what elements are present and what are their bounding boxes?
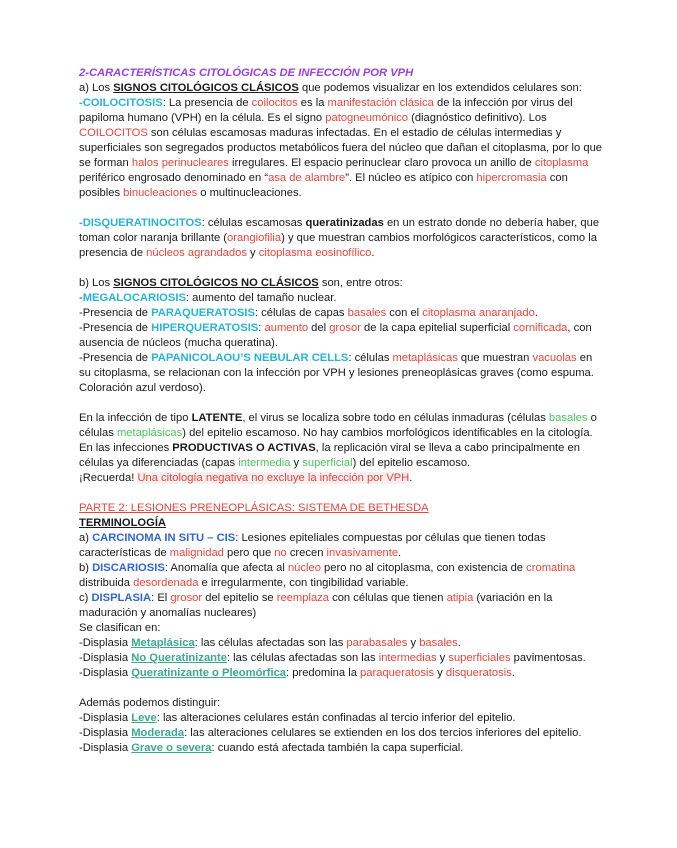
- productivas-paragraph: En las infecciones PRODUCTIVAS O ACTIVAS, la replicación viral se lleva a cabo principalmente en células ya diferenciadas (capas intermedia y superficial) del epitelio escamoso.: [79, 442, 580, 469]
- displasia-leve-item: -Displasia Leve: las alteraciones celulares están confinadas al tercio inferior del epitelio.: [79, 712, 516, 724]
- displasia-metaplasica-item: -Displasia Metaplásica: las células afectadas son las parabasales y basales.: [79, 637, 461, 649]
- displasia-paragraph: c) DISPLASIA: El grosor del epitelio se reemplaza con células que tienen atipia (variación en la maduración y anomalías nucleares): [79, 592, 553, 619]
- megalocariosis-item: -MEGALOCARIOSIS: aumento del tamaño nuclear.: [79, 292, 337, 304]
- recuerda-note: ¡Recuerda! Una citología negativa no excluye la infección por VPH.: [79, 472, 413, 484]
- intro-paragraph: a) Los SIGNOS CITOLÓGICOS CLÁSICOS que podemos visualizar en los extendidos celulares son:: [79, 82, 582, 94]
- section-title: 2-CARACTERÍSTICAS CITOLÓGICAS DE INFECCIÓN POR VPH: [79, 67, 414, 79]
- papanicolaou-item: -Presencia de PAPANICOLAOU’S NEBULAR CELLS: células metaplásicas que muestran vacuolas en su citoplasma, se relacionan con la infección por VPH y lesiones preneoplásicas graves (como espuma. Coloración azul verdoso).: [79, 352, 594, 394]
- paraqueratosis-item: -Presencia de PARAQUERATOSIS: células de capas basales con el citoplasma anaranjado.: [79, 307, 538, 319]
- ademas-line: Además podemos distinguir:: [79, 697, 221, 709]
- disqueratinocitos-paragraph: -DISQUERATINOCITOS: células escamosas queratinizadas en un estrato donde no debería haber, que toman color naranja brillante (orangiofilia) y que muestran cambios morfológicos característicos, como la presencia de núcleos agrandados y citoplasma eosinofílico.: [79, 217, 600, 259]
- non-classic-intro: b) Los SIGNOS CITOLÓGICOS NO CLÁSICOS son, entre otros:: [79, 277, 403, 289]
- part2-title: PARTE 2: LESIONES PRENEOPLÁSICAS: SISTEMA DE BETHESDA: [79, 502, 429, 514]
- discariosis-paragraph: b) DISCARIOSIS: Anomalía que afecta al núcleo pero no al citoplasma, con existencia de cromatina distribuida desordenada e irregularmente, con tingibilidad variable.: [79, 562, 576, 589]
- cis-paragraph: a) CARCINOMA IN SITU – CIS: Lesiones epiteliales compuestas por células que tienen todas características de malignidad pero que no crecen invasivamente.: [79, 532, 546, 559]
- hiperqueratosis-item: -Presencia de HIPERQUERATOSIS: aumento del grosor de la capa epitelial superficial cornificada, con ausencia de núcleos (mucha queratina).: [79, 322, 592, 349]
- coilocitosis-paragraph: -COILOCITOSIS: La presencia de coilocitos es la manifestación clásica de la infección por virus del papiloma humano (VPH) en la célula. Es el signo patogneumónico (diagnóstico definitivo). Los COILOCITOS son células escamosas maduras infectadas. En el estadio de células intermedias y superficiales son segregados productos metabólicos fuera del núcleo que dañan el citoplasma, por lo que se forman halos perinucleares irregulares. El espacio perinuclear claro provoca un anillo de citoplasma periférico engrosado denominado en “asa de alambre”. El núcleo es atípico con hipercromasia con posibles binucleaciones o multinucleaciones.: [79, 97, 603, 199]
- latente-paragraph: En la infección de tipo LATENTE, el virus se localiza sobre todo en células inmaduras (células basales o células metaplásicas) del epitelio escamoso. No hay cambios morfológicos identificables en la citología.: [79, 412, 597, 439]
- displasia-queratinizante-item: -Displasia Queratinizante o Pleomórfica: predomina la paraqueratosis y disqueratosis.: [79, 667, 515, 679]
- terminologia-heading: TERMINOLOGÍA: [79, 517, 167, 529]
- clasifican-line: Se clasifican en:: [79, 622, 161, 634]
- displasia-grave-item: -Displasia Grave o severa: cuando está afectada también la capa superficial.: [79, 742, 464, 754]
- displasia-no-queratinizante-item: -Displasia No Queratinizante: las células afectadas son las intermedias y superficiales pavimentosas.: [79, 652, 586, 664]
- displasia-moderada-item: -Displasia Moderada: las alteraciones celulares se extienden en los dos tercios inferiores del epitelio.: [79, 727, 582, 739]
